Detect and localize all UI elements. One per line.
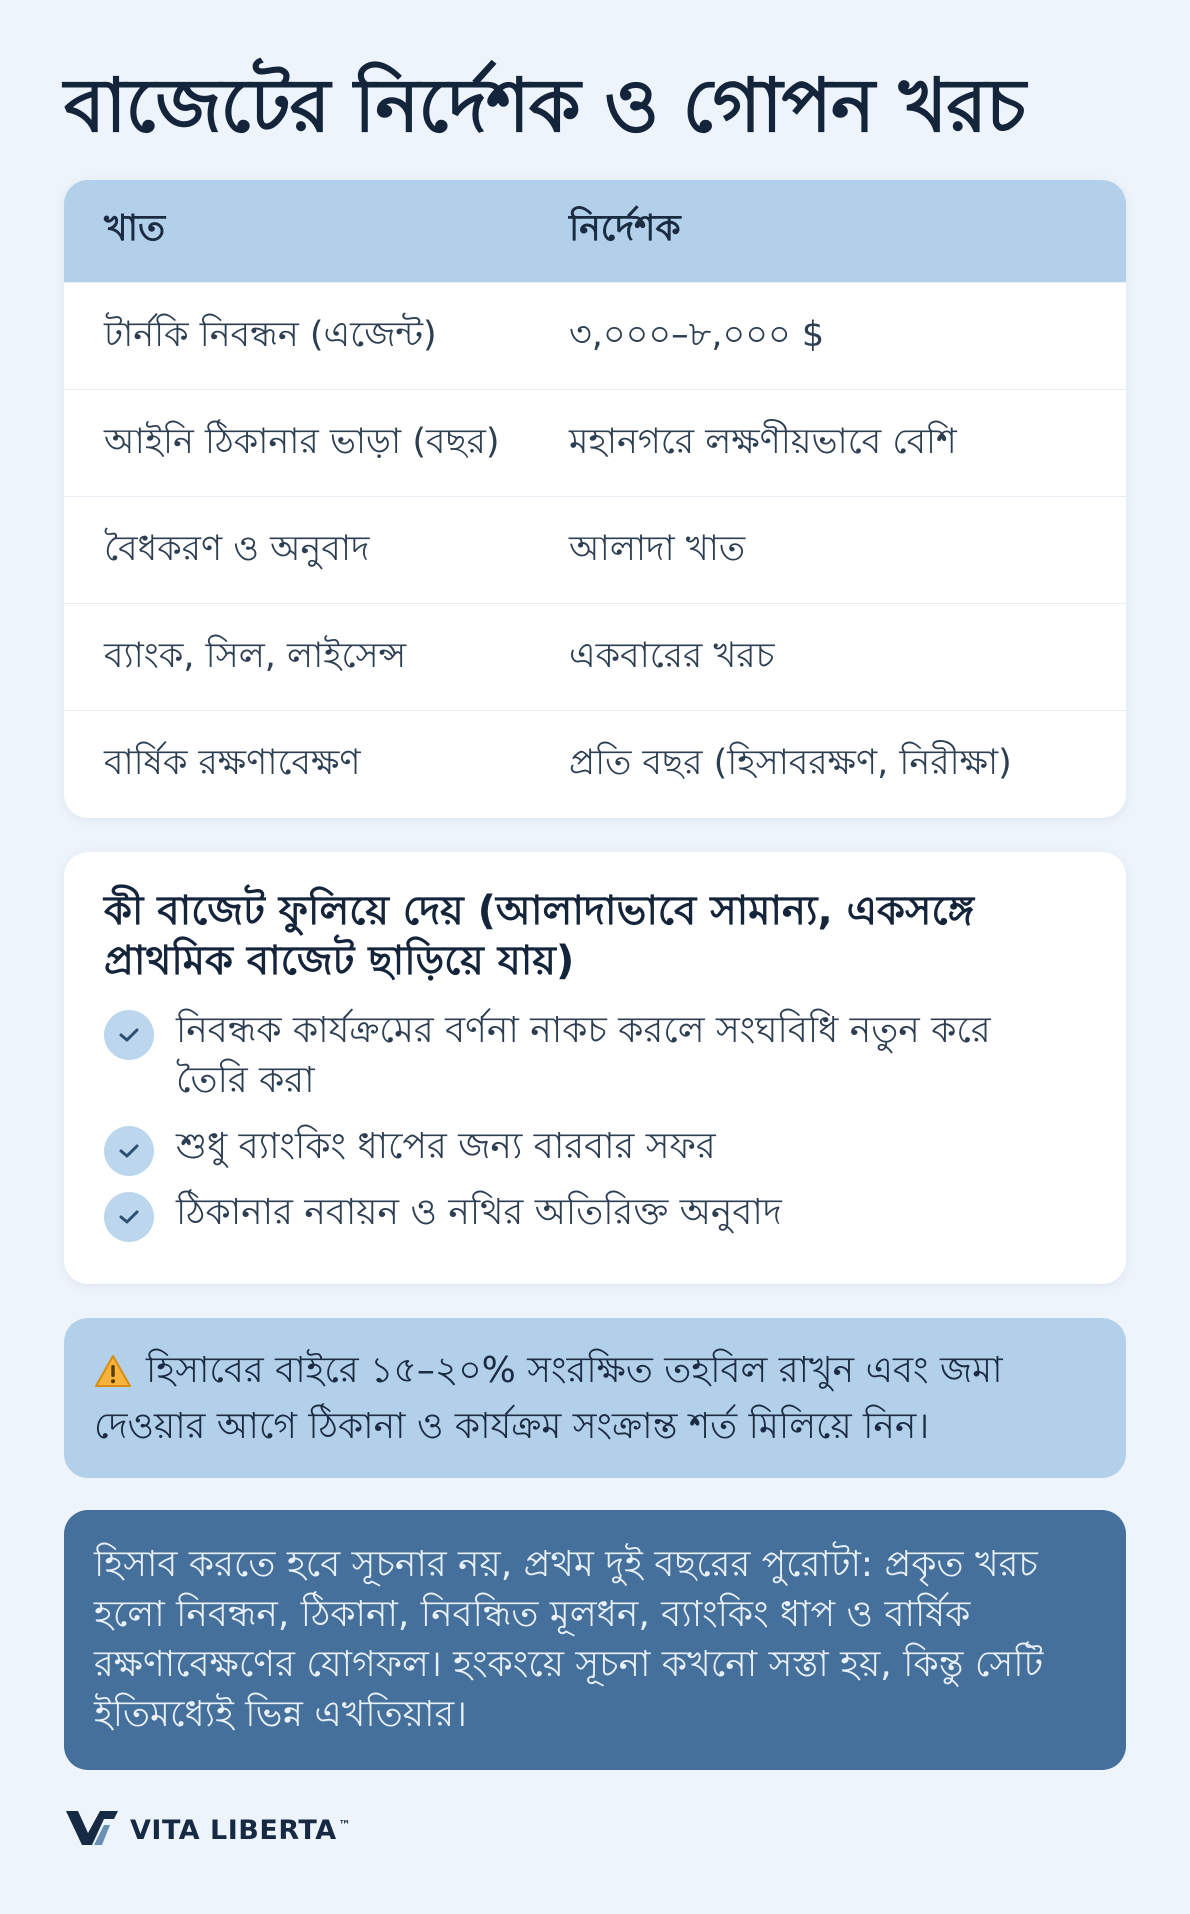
summary-callout <box>64 1510 1126 1770</box>
table-cell: আইনি ঠিকানার ভাড়া (বছর) <box>104 421 500 462</box>
budget-inflators-card <box>64 852 1126 1284</box>
warning-text: হিসাবের বাইরে ১৫–২০% সংরক্ষিত তহবিল রাখুন এবং জমা দেওয়ার আগে ঠিকানা ও কার্যক্রম সংক্রান্ত শর্ত মিলিয়ে নিন। <box>94 1350 1003 1447</box>
table-cell: ব্যাংক, সিল, লাইসেন্স <box>104 635 407 676</box>
check-icon <box>104 1010 154 1060</box>
table-cell: ৩,০০০–৮,০০০ $ <box>569 314 825 355</box>
list-item <box>104 1006 1084 1106</box>
check-icon <box>104 1126 154 1176</box>
table-cell: বার্ষিক রক্ষণাবেক্ষণ <box>104 742 361 783</box>
list-item <box>104 1122 1084 1176</box>
table-cell: আলাদা খাত <box>569 528 746 569</box>
list-item-text: শুধু ব্যাংকিং ধাপের জন্য বারবার সফর <box>176 1126 716 1167</box>
table-row <box>64 389 1126 496</box>
vita-liberta-logo-mark-icon <box>64 1807 120 1853</box>
table-cell: প্রতি বছর (হিসাবরক্ষণ, নিরীক্ষা) <box>569 742 1012 783</box>
warning-icon <box>94 1352 132 1402</box>
table-cell: বৈধকরণ ও অনুবাদ <box>104 528 370 569</box>
warning-callout <box>64 1318 1126 1478</box>
column-header-indicator: নির্দেশক <box>569 208 681 249</box>
table-row <box>64 496 1126 603</box>
page-title: বাজেটের নির্দেশক ও গোপন খরচ <box>64 63 1025 149</box>
table-cell: টার্নকি নিবন্ধন (এজেন্ট) <box>104 314 437 355</box>
brand-name: VITA LIBERTA ™ <box>130 1814 352 1846</box>
brand-logo <box>64 1808 351 1852</box>
table-cell: মহানগরে লক্ষণীয়ভাবে বেশি <box>569 421 957 462</box>
inflators-heading: কী বাজেট ফুলিয়ে দেয় (আলাদাভাবে সামান্য, একসঙ্গে প্রাথমিক বাজেট ছাড়িয়ে যায়) <box>104 888 975 984</box>
table-header <box>64 180 1126 282</box>
check-icon <box>104 1192 154 1242</box>
column-header-category: খাত <box>104 208 166 249</box>
cost-table <box>64 180 1126 818</box>
list-item-text: নিবন্ধক কার্যক্রমের বর্ণনা নাকচ করলে সংঘবিধি নতুন করে তৈরি করা <box>176 1010 991 1101</box>
table-row <box>64 710 1126 817</box>
summary-text: হিসাব করতে হবে সূচনার নয়, প্রথম দুই বছরের পুরোটা: প্রকৃত খরচ হলো নিবন্ধন, ঠিকানা, নিবন্ধিত মূলধন, ব্যাংকিং ধাপ ও বার্ষিক রক্ষণাবেক্ষণের যোগফল। হংকংয়ে সূচনা কখনো সস্তা হয়, কিন্তু সেটি ইতিমধ্যেই ভিন্ন এখতিয়ার। <box>94 1544 1044 1735</box>
table-cell: একবারের খরচ <box>569 635 775 676</box>
list-item-text: ঠিকানার নবায়ন ও নথির অতিরিক্ত অনুবাদ <box>176 1192 782 1233</box>
list-item <box>104 1188 1084 1242</box>
table-row <box>64 603 1126 710</box>
table-row <box>64 282 1126 389</box>
